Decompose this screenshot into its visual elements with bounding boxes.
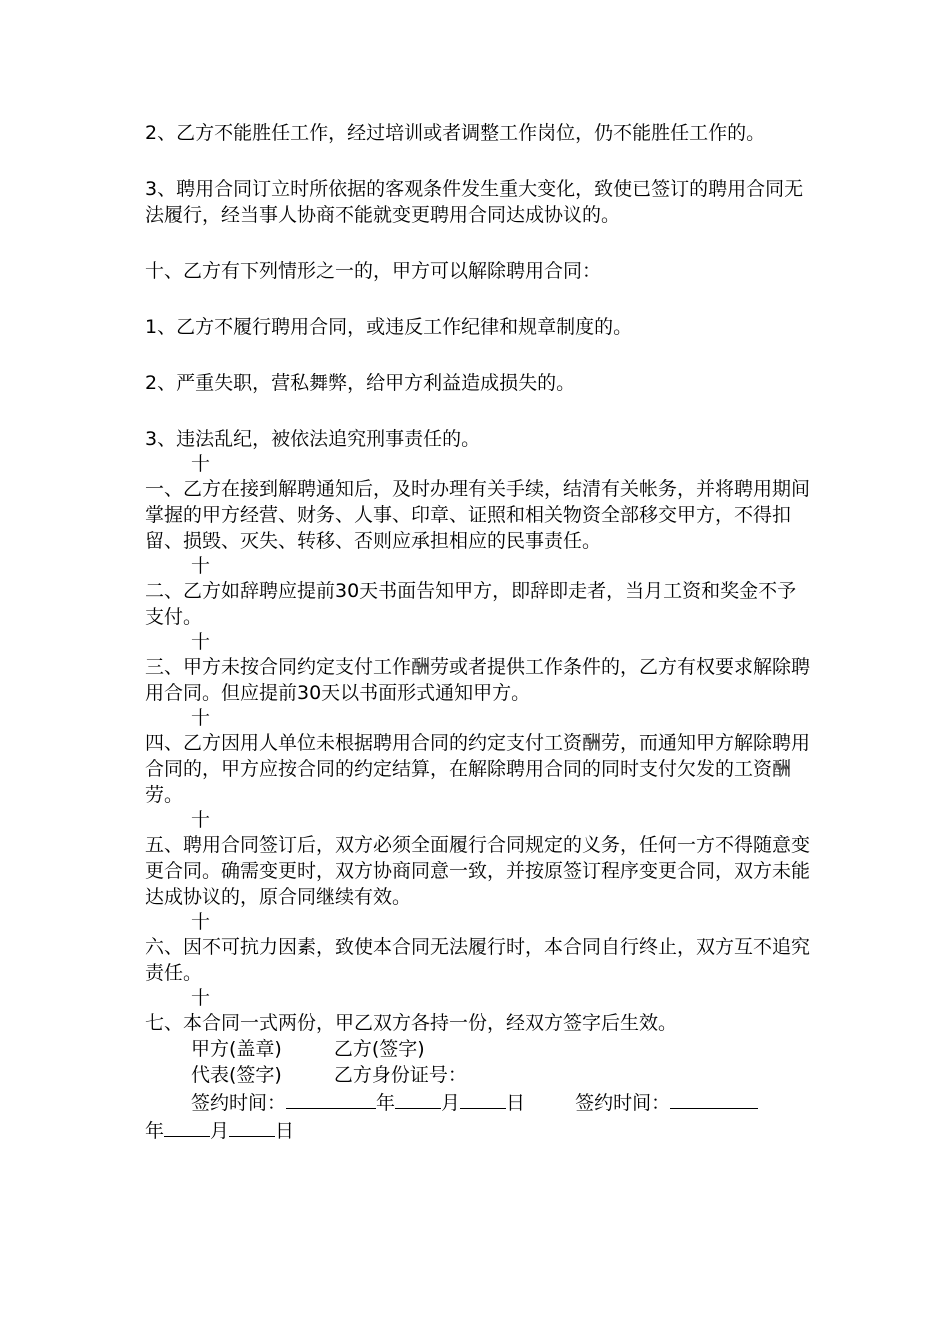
sign-time-label-a: 签约时间： (191, 1092, 287, 1114)
rep-sign-label: 代表(签字) (191, 1064, 282, 1086)
clause-body: 三、甲方未按合同约定支付工作酬劳或者提供工作条件的，乙方有权要求解除聘用合同。但应提前30天以书面形式通知甲方。 (145, 656, 811, 704)
clause-head: 十 (191, 555, 211, 577)
clause-body: 五、聘用合同签订后，双方必须全面履行合同规定的义务，任何一方不得随意变更合同。确需变更时，双方协商同意一致，并按原签订程序变更合同，双方未能达成协议的，原合同继续有效。 (145, 834, 811, 908)
item-2-incompetent: 2、乙方不能胜任工作，经过培训或者调整工作岗位，仍不能胜任工作的。 (145, 122, 766, 144)
signature-row-seal (145, 1036, 810, 1062)
clause-13 (145, 630, 810, 706)
clause-head: 十 (191, 631, 211, 653)
party-b-id-label: 乙方身份证号： (333, 1064, 467, 1086)
month-label-b: 月 (210, 1120, 230, 1142)
clause-15 (145, 808, 810, 910)
party-a-seal-label: 甲方(盖章) (191, 1038, 282, 1060)
year-label-b: 年 (145, 1120, 165, 1142)
clause-body: 二、乙方如辞聘应提前30天书面告知甲方，即辞即走者，当月工资和奖金不予支付。 (145, 580, 797, 628)
month-blank-b[interactable] (164, 1116, 210, 1137)
day-blank-b[interactable] (229, 1116, 275, 1137)
section-10-heading: 十、乙方有下列情形之一的，甲方可以解除聘用合同： (145, 260, 602, 282)
clause-17 (145, 986, 810, 1036)
clause-16 (145, 910, 810, 986)
year-label-a: 年 (376, 1092, 396, 1114)
signature-block (145, 1036, 810, 1144)
sign-date-row (145, 1088, 810, 1116)
clause-head: 十 (191, 707, 211, 729)
sign-date-row-cont (145, 1116, 810, 1144)
clause-head: 十 (191, 911, 211, 933)
clause-head: 十 (191, 453, 211, 475)
month-blank-a[interactable] (395, 1088, 441, 1109)
clause-head: 十 (191, 809, 211, 831)
clause-14 (145, 706, 810, 808)
item-2-negligence: 2、严重失职，营私舞弊，给甲方利益造成损失的。 (145, 372, 576, 394)
item-1-breach: 1、乙方不履行聘用合同，或违反工作纪律和规章制度的。 (145, 316, 633, 338)
clause-11 (145, 452, 810, 554)
day-label-a: 日 (506, 1092, 526, 1114)
month-label-a: 月 (441, 1092, 461, 1114)
item-3-circumstance-change: 3、聘用合同订立时所依据的客观条件发生重大变化，致使已签订的聘用合同无法履行，经当事人协商不能就变更聘用合同达成协议的。 (145, 178, 804, 226)
clause-body: 一、乙方在接到解聘通知后，及时办理有关手续，结清有关帐务，并将聘用期间掌握的甲方经营、财务、人事、印章、证照和相关物资全部移交甲方，不得扣留、损毁、灭失、转移、否则应承担相应的民事责任。 (145, 478, 811, 552)
clause-body: 七、本合同一式两份，甲乙双方各持一份，经双方签字后生效。 (145, 1012, 678, 1034)
signature-row-rep (145, 1062, 810, 1088)
year-blank-a[interactable] (286, 1088, 376, 1109)
item-3-crime: 3、违法乱纪，被依法追究刑事责任的。 (145, 428, 481, 450)
day-blank-a[interactable] (460, 1088, 506, 1109)
clause-body: 四、乙方因用人单位未根据聘用合同的约定支付工资酬劳，而通知甲方解除聘用合同的，甲方应按合同的约定结算，在解除聘用合同的同时支付欠发的工资酬劳。 (145, 732, 811, 806)
clause-12 (145, 554, 810, 630)
clause-body: 六、因不可抗力因素，致使本合同无法履行时，本合同自行终止，双方互不追究责任。 (145, 936, 811, 984)
year-blank-b[interactable] (670, 1088, 758, 1109)
contract-page (145, 120, 810, 1144)
party-b-sign-label: 乙方(签字) (333, 1038, 425, 1060)
clause-head: 十 (191, 987, 211, 1009)
day-label-b: 日 (275, 1120, 295, 1142)
sign-time-label-b: 签约时间： (575, 1092, 671, 1114)
